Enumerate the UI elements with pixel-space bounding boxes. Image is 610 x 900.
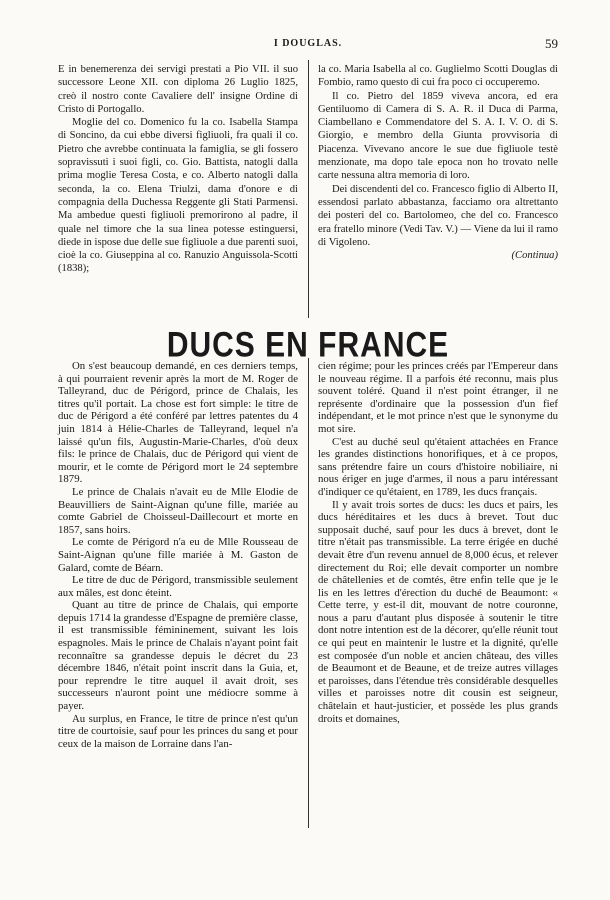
paragraph: Quant au titre de prince de Chalais, qui emporte depuis 1714 la grandesse d'Espagne de première classe, il est transmissible fémininement, suivant les lois espagnoles. Mais le prince de Chalais n'ayant point fait reconnaître sa grandesse depuis le décret du 23 décembre 1846, n'était point inscrit dans la Guia, et, pour reprendre le titre auquel il avait droit, ses successeurs n'auront point une médiocre somme à payer. <box>58 599 298 713</box>
paragraph: Il co. Pietro del 1859 viveva ancora, ed era Gentiluomo di Camera di S. A. R. il Duca di Parma, Ciambellano e Commendatore del S. A. I. V. O. di S. Giorgio, e membro della Giunta provvisoria di Piacenza. Vivevano ancore le sue due figliuole testè menzionate, ma dopo tale epoca non ho trovato nelle carte nessuna altra memoria di loro. <box>318 90 558 182</box>
top-right-column <box>318 63 558 262</box>
running-title: I DOUGLAS. <box>273 38 343 49</box>
bottom-left-column <box>58 360 298 750</box>
paragraph: cien régime; pour les princes créés par l'Empereur dans le nouveau régime. Il a parfois été reconnu, mais plus souvent toléré. Quand il n'est point étranger, il ne représente d'ordinaire que la possession d'un fief indépendant, et le mot prince n'est que le synonyme du mot sire. <box>318 360 558 435</box>
column-divider <box>308 358 309 828</box>
paragraph: Le titre de duc de Périgord, transmissible seulement aux mâles, est donc éteint. <box>58 574 298 599</box>
paragraph: Au surplus, en France, le titre de prince n'est qu'un titre de courtoisie, sauf pour les princes du sang et pour ceux de la maison de Lorraine dans l'an- <box>58 712 298 750</box>
paragraph: E in benemerenza dei servigi prestati a Pio VII. il suo successore Leone XII. con diploma 26 Luglio 1825, creò il nostro conte Cavaliere dell' insigne Ordine di Cristo di Portogallo. <box>58 64 298 115</box>
paragraph: Le prince de Chalais n'avait eu de Mlle Elodie de Beauvilliers de Saint-Aignan qu'une fille, mariée au comte Gabriel de Choisseul-Daillecourt et morte en 1857, sans hoirs. <box>58 485 298 536</box>
page-number: 59 <box>545 36 558 51</box>
running-header <box>58 38 558 54</box>
paragraph: Le comte de Périgord n'a eu de Mlle Rousseau de Saint-Aignan qu'une fille mariée à M. Gaston de Galard, comte de Béarn. <box>58 536 298 574</box>
paragraph: la co. Maria Isabella al co. Guglielmo Scotti Douglas di Fombio, ramo questo di cui fra poco ci occuperemo. <box>318 64 558 89</box>
paragraph: Dei discendenti del co. Francesco figlio di Alberto II, essendosi parlato abbastanza, facciamo ora altrettanto dei posteri del co. Bartolomeo, che del co. Francesco era fratello minore (Vedi Tav. V.) — Viene da lui il ramo di Vigoleno. <box>318 183 558 248</box>
paragraph: Moglie del co. Domenico fu la co. Isabella Stampa di Soncino, da cui ebbe diversi figliuoli, fra quali il co. Pietro che avrebbe continuata la famiglia, se gli fossero sopravissuti i suoi figli, co. Gio. Battista, natogli dalla prima moglie Teresa Costa, e co. Alberto natogli dalla seconda, la co. Elena Triulzi, dama d'onore e di compagnia della Duchessa Reggente gli Stati Parmensi. Ma ambedue questi figliuoli premorirono al padre, il quale nel timore che la sua linea potesse estinguersi, diede in ispose due delle sue figliuole a due parenti suoi, cioè la co. Giuseppina al co. Ranuzio Anguissola-Scotti (1838); <box>58 117 298 275</box>
column-divider <box>308 60 309 318</box>
continua-note: (Continua) <box>511 250 558 262</box>
paragraph: On s'est beaucoup demandé, en ces derniers temps, à qui pourraient revenir après la mort de M. Roger de Talleyrand, duc de Périgord, prince de Chalais, les titres qu'il portait. La chose est fort simple: le titre de duc de Périgord a été conféré par lettres patentes du 4 juin 1814 à Hélie-Charles de Talleyrand, lequel n'a laissé qu'un fils, Augustin-Marie-Charles, d'où deux fils: le prince de Chalais, duc de Périgord qui vient de mourir, et le comte de Périgord mort le 24 septembre 1879. <box>58 360 298 486</box>
top-left-column <box>58 63 298 276</box>
paragraph: C'est au duché seul qu'étaient attachées en France les grandes distinctions honorifiques, et à ce propos, sans prétendre faire un cours d'histoire nobiliaire, ni nous ériger en juge d'armes, il nous a paru intéressant d'indiquer ce qu'étaient, en 1789, les ducs français. <box>318 435 558 498</box>
article-title: DUCS EN FRANCE <box>166 326 450 365</box>
paragraph: Il y avait trois sortes de ducs: les ducs et pairs, les ducs héréditaires et les ducs à brevet. Tout duc supposait duché, sauf pour les ducs à brevet, dont le titre n'était pas transmissible. La terre érigée en duché devait être d'un revenu annuel de 8,000 écus, et relever directement du Roi; elle devait comporter un nombre de châtellenies et de comtés, être enfin telle que je le lis en les lettres d'érection du duché de Beaumont: « Cette terre, y est-il dit, mouvant de notre couronne, nous a paru d'autant plus disposée à soutenir le titre dont notre intention est de la décorer, qu'elle réunit tout ce qui peut en maintenir le lustre et la dignité, qu'elle est composée d'un noble et ancien château, des villes de Beaumont et de Beaune, et de treize autres villages et paroisses, dans l'étendue très considérable desquelles villes et paroisses notre dit cousin est seigneur, châtelain et haut-justicier, et possède les plus grands droits et domaines, <box>318 498 558 725</box>
bottom-right-column <box>318 360 558 725</box>
